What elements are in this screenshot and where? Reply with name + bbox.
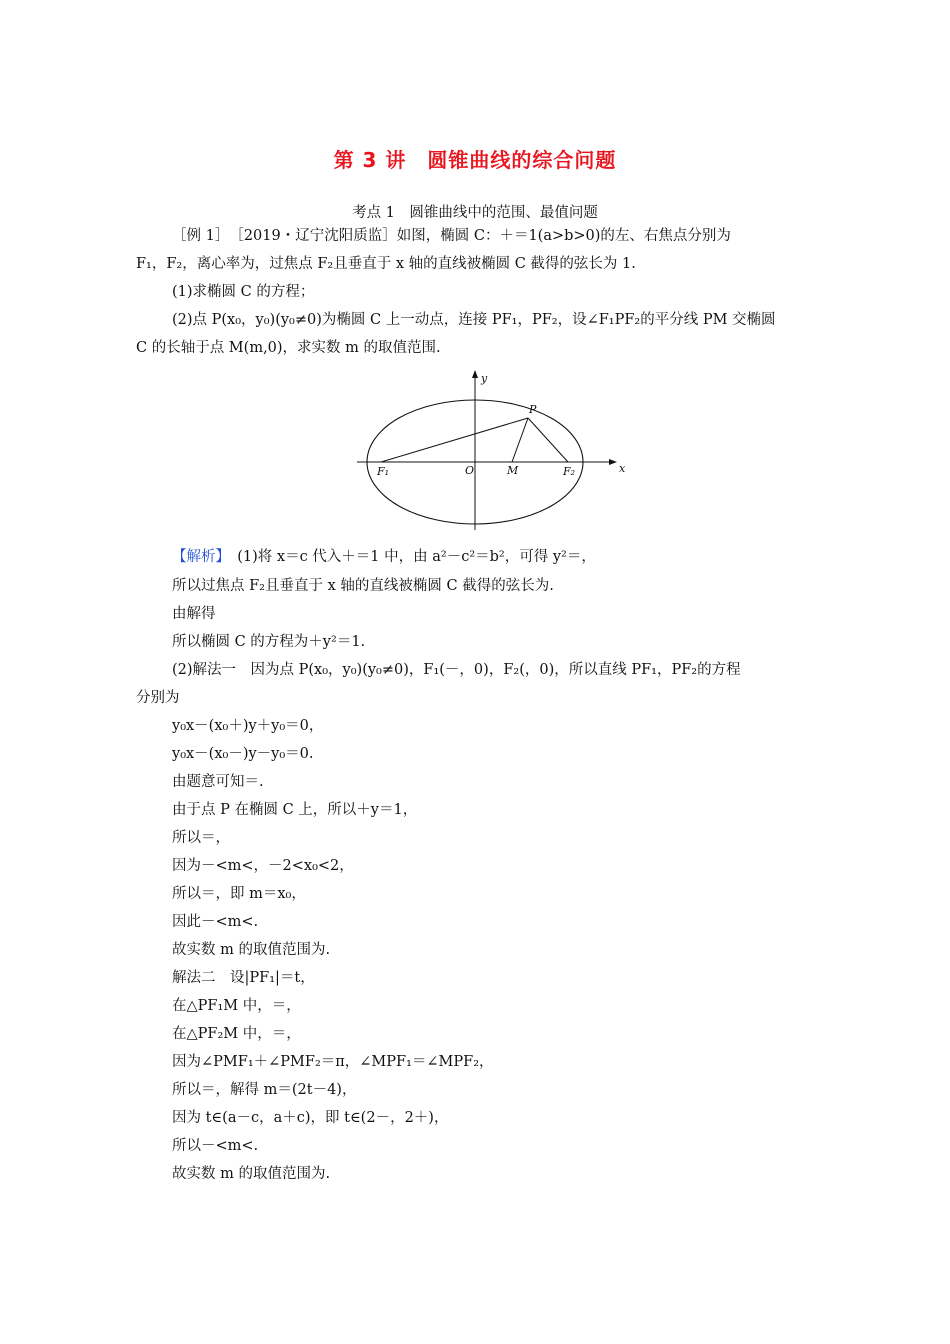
y-axis-arrow <box>472 370 478 378</box>
section-subtitle: 考点 1 圆锥曲线中的范围、最值问题 <box>352 205 598 221</box>
solution-line: 所以椭圆 C 的方程为＋y²＝1. <box>172 634 366 650</box>
solution-line: 由于点 P 在椭圆 C 上，所以＋y＝1， <box>172 802 418 818</box>
solution-line: 因为－<m<，－2<x₀<2， <box>172 858 354 874</box>
example-line: (1)求椭圆 C 的方程； <box>172 284 315 300</box>
label-x: x <box>619 462 626 475</box>
solution-line: 因为 t∈(a－c，a＋c)，即 t∈(2－，2＋)， <box>172 1110 449 1126</box>
solution-line: (2)解法一 因为点 P(x₀，y₀)(y₀≠0)，F₁(－，0)，F₂(，0)，所以直线 PF₁，PF₂的方程 <box>172 662 741 678</box>
solution-line: 故实数 m 的取值范围为. <box>172 942 331 958</box>
solution-line: 分别为 <box>136 690 180 706</box>
solution-line: 故实数 m 的取值范围为. <box>172 1166 331 1182</box>
solution-line: 由题意可知＝. <box>172 774 264 790</box>
label-o: O <box>465 464 475 477</box>
solution-tag: 【解析】 <box>172 549 223 565</box>
solution-first-text: (1)将 x＝c 代入＋＝1 中，由 a²－c²＝b²，可得 y²＝， <box>222 549 596 565</box>
label-y: y <box>481 372 488 385</box>
solution-line: 所以过焦点 F₂且垂直于 x 轴的直线被椭圆 C 截得的弦长为. <box>172 578 554 594</box>
segment-pf1 <box>381 418 528 462</box>
solution-line: y₀x－(x₀－)y－y₀＝0. <box>172 746 314 762</box>
solution-line: 在△PF₁M 中，＝， <box>172 998 301 1014</box>
solution-line: 所以＝， <box>172 830 230 846</box>
solution-first-line <box>172 547 596 567</box>
example-line: C 的长轴于点 M(m,0)，求实数 m 的取值范围. <box>136 340 441 356</box>
solution-line: 所以＝，解得 m＝(2t－4)， <box>172 1082 357 1098</box>
example-line: (2)点 P(x₀，y₀)(y₀≠0)为椭圆 C 上一动点，连接 PF₁，PF₂，设∠F₁PF₂的平分线 PM 交椭圆 <box>172 312 776 328</box>
solution-line: 解法二 设|PF₁|＝t， <box>172 970 315 986</box>
solution-line: 由解得 <box>172 606 216 622</box>
example-line: F₁，F₂，离心率为，过焦点 F₂且垂直于 x 轴的直线被椭圆 C 截得的弦长为 1. <box>136 256 636 272</box>
label-f2: F₂ <box>563 465 576 478</box>
label-f1: F₁ <box>377 465 390 478</box>
solution-line: 所以－<m<. <box>172 1138 259 1154</box>
x-axis-arrow <box>609 459 617 465</box>
solution-line: 因此－<m<. <box>172 914 259 930</box>
label-p: P <box>529 403 537 416</box>
solution-line: 因为∠PMF₁＋∠PMF₂＝π，∠MPF₁＝∠MPF₂， <box>172 1054 494 1070</box>
example-line: ［例 1］ ［2019・辽宁沈阳质监］如图，椭圆 C：＋＝1(a>b>0)的左、右焦点分别为 <box>172 228 731 244</box>
solution-line: 在△PF₂M 中，＝， <box>172 1026 301 1042</box>
solution-line: 所以＝，即 m＝x₀， <box>172 886 306 902</box>
label-m: M <box>507 464 519 477</box>
page-title: 第 3 讲 圆锥曲线的综合问题 <box>333 148 617 172</box>
ellipse-figure <box>355 366 635 532</box>
solution-line: y₀x－(x₀＋)y＋y₀＝0， <box>172 718 324 734</box>
segment-pm <box>512 418 528 462</box>
